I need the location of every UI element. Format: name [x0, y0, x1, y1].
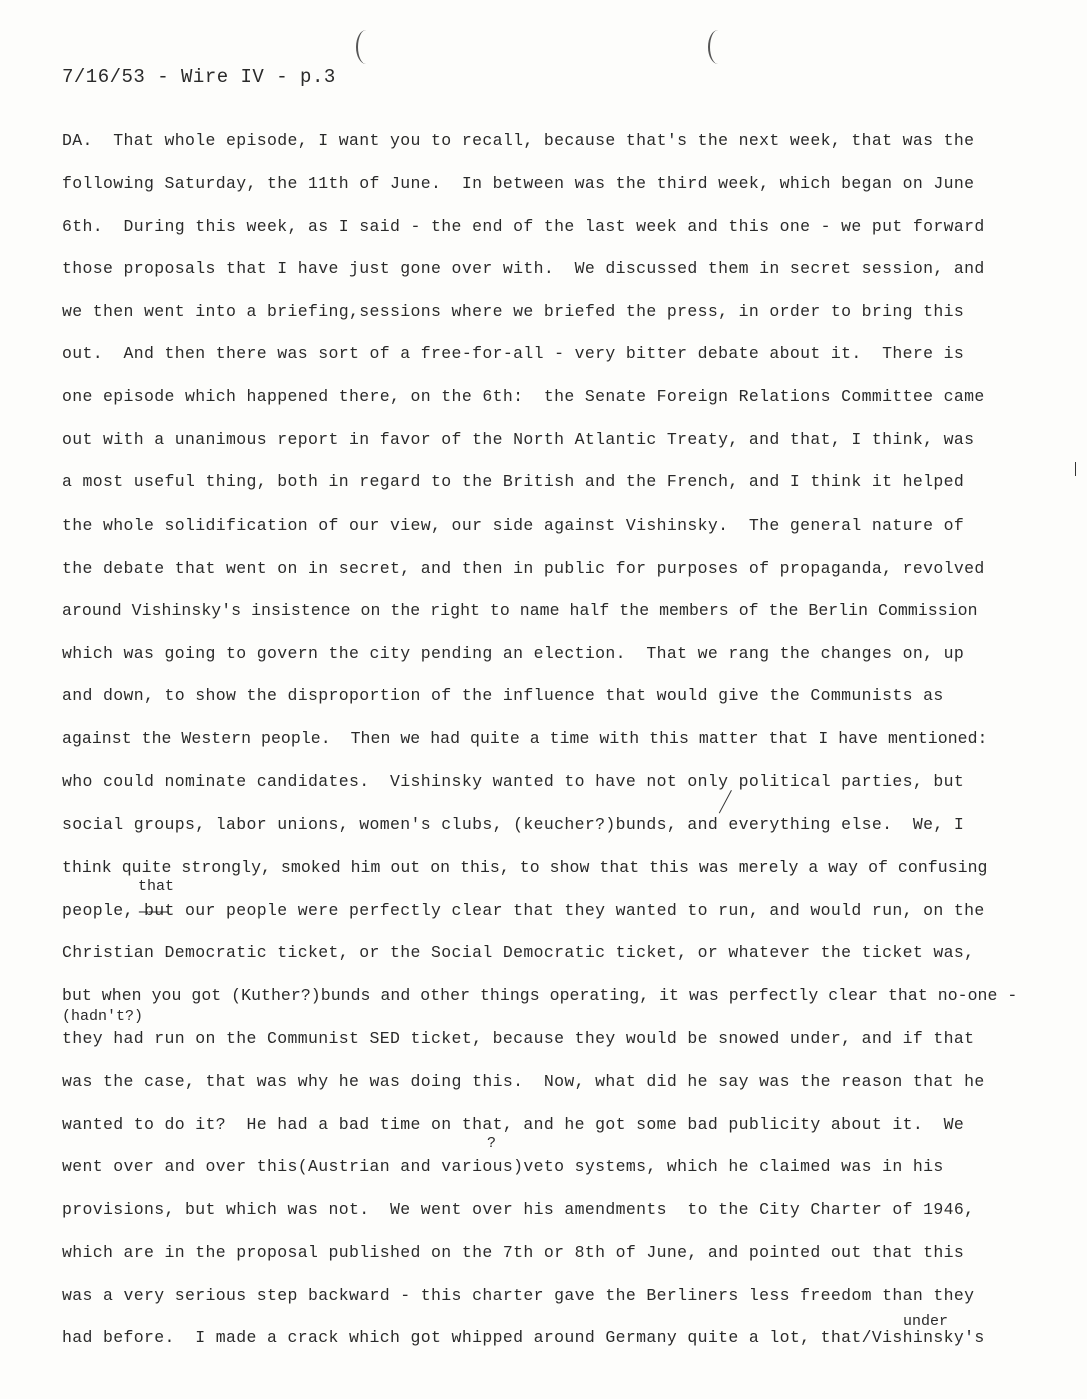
- text-line: wanted to do it? He had a bad time on that, and he got some bad publicity about it. We: [62, 1115, 965, 1134]
- text-line: Christian Democratic ticket, or the Social Democratic ticket, or whatever the ticket was,: [62, 943, 975, 962]
- text-line: DA. That whole episode, I want you to recall, because that's the next week, that was the: [62, 131, 975, 150]
- text-line: which was going to govern the city pending an election. That we rang the changes on, up: [62, 644, 965, 663]
- text-line: which are in the proposal published on the 7th or 8th of June, and pointed out that this: [62, 1243, 965, 1262]
- text-line: out with a unanimous report in favor of the North Atlantic Treaty, and that, I think, was: [62, 430, 975, 449]
- text-line: one episode which happened there, on the 6th: the Senate Foreign Relations Committee came: [62, 387, 985, 406]
- margin-mark: [1075, 462, 1076, 476]
- text-line: and down, to show the disproportion of the influence that would give the Communists as: [62, 686, 944, 705]
- text-line: the whole solidification of our view, our side against Vishinsky. The general nature of: [62, 516, 965, 535]
- text-line: the debate that went on in secret, and then in public for purposes of propaganda, revolved: [62, 559, 985, 578]
- punch-hole-right: [708, 30, 728, 64]
- text-line: who could nominate candidates. Vishinsky wanted to have not only political parties, but: [62, 772, 965, 791]
- text-line: was a very serious step backward - this charter gave the Berliners less freedom than they: [62, 1286, 975, 1305]
- text-line: provisions, but which was not. We went over his amendments to the City Charter of 1946,: [62, 1200, 975, 1219]
- text-line: those proposals that I have just gone over with. We discussed them in secret session, and: [62, 259, 985, 278]
- text-line: around Vishinsky's insistence on the right to name half the members of the Berlin Commission: [62, 601, 978, 620]
- text-line: was the case, that was why he was doing this. Now, what did he say was the reason that he: [62, 1072, 985, 1091]
- text-line: think quite strongly, smoked him out on this, to show that this was merely a way of confusing: [62, 858, 988, 877]
- text-line: a most useful thing, both in regard to the British and the French, and I think it helped: [62, 472, 965, 491]
- text-line: we then went into a briefing,sessions where we briefed the press, in order to bring this: [62, 302, 965, 321]
- text-line: people, ̶b̶u̶t our people were perfectly clear that they wanted to run, and would run, on the: [62, 901, 985, 920]
- handwritten-slash-mark: [719, 790, 732, 813]
- text-line: 6th. During this week, as I said - the end of the last week and this one - we put forward: [62, 217, 985, 236]
- interlinear-annotation: (hadn't?): [62, 1008, 144, 1025]
- text-line: they had run on the Communist SED ticket, because they would be snowed under, and if that: [62, 1029, 975, 1048]
- text-line: against the Western people. Then we had quite a time with this matter that I have mentioned:: [62, 729, 988, 748]
- text-line: social groups, labor unions, women's clubs, (keucher?)bunds, and everything else. We, I: [62, 815, 965, 834]
- text-line: went over and over this(Austrian and various)veto systems, which he claimed was in his: [62, 1157, 944, 1176]
- interlinear-annotation: that: [138, 878, 175, 895]
- interlinear-annotation: ?: [487, 1135, 497, 1152]
- text-line: but when you got (Kuther?)bunds and other things operating, it was perfectly clear that no-one -: [62, 986, 1018, 1005]
- text-line: had before. I made a crack which got whipped around Germany quite a lot, that/Vishinsky's: [62, 1328, 985, 1347]
- page-header: 7/16/53 - Wire IV - p.3: [62, 66, 336, 88]
- text-line: out. And then there was sort of a free-for-all - very bitter debate about it. There is: [62, 344, 965, 363]
- text-line: following Saturday, the 11th of June. In between was the third week, which began on June: [62, 174, 975, 193]
- interlinear-annotation: under: [903, 1313, 949, 1330]
- punch-hole-left: [356, 30, 376, 64]
